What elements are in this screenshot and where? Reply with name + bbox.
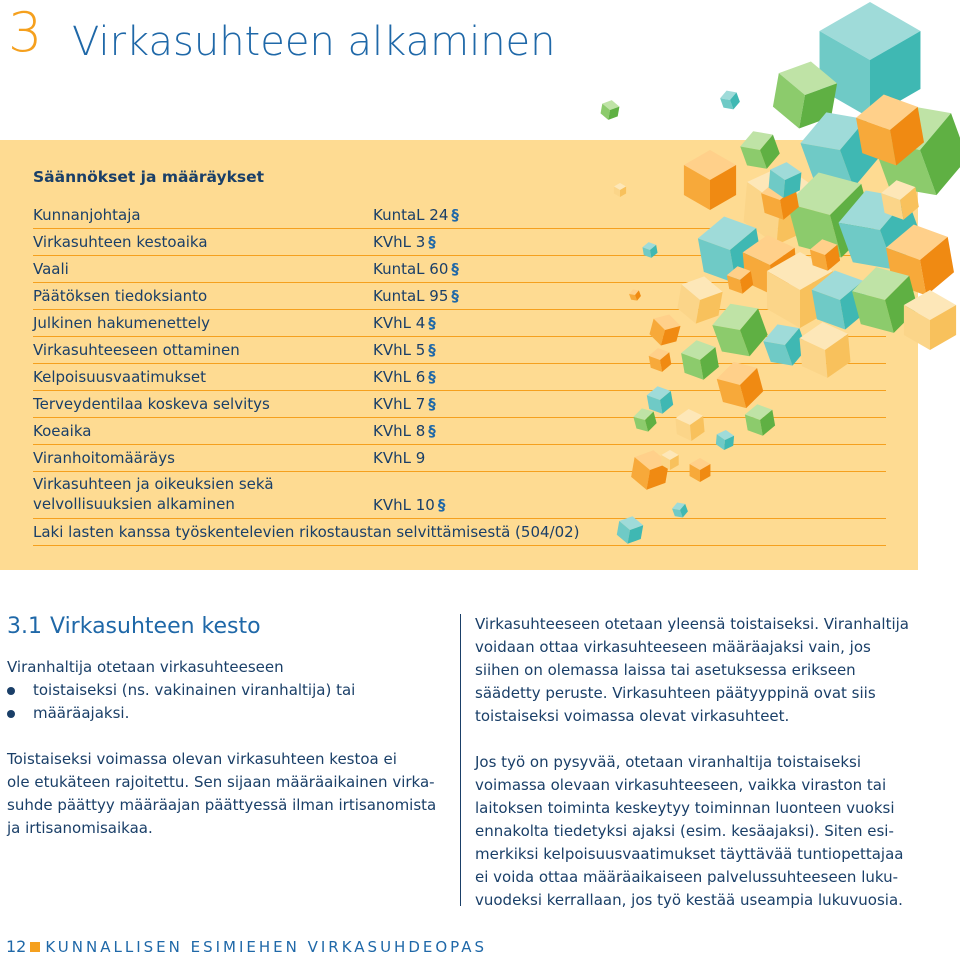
section-sign-icon: § <box>451 260 459 278</box>
section-sign-icon: § <box>428 341 436 359</box>
rule-ref: KVhL 7 § <box>373 395 436 413</box>
cube-icon <box>642 241 658 259</box>
cube-icon <box>648 346 673 373</box>
rule-label: Vaali <box>33 260 69 278</box>
rule-ref: KVhL 4 § <box>373 314 436 332</box>
paragraph-line: ennakolta tiedetyksi ajaksi (esim. kesäajaksi). Siten esi- <box>475 822 894 840</box>
rule-ref: KVhL 3 § <box>373 233 436 251</box>
cube-icon <box>600 99 621 122</box>
cube-icon <box>744 402 777 438</box>
cube-icon <box>679 337 720 382</box>
right-column <box>475 613 925 912</box>
rule-ref: KVhL 8 § <box>373 422 436 440</box>
paragraph-line: siihen on olemassa laissa tai asetuksessa erikseen <box>475 661 856 679</box>
list-item: toistaiseksi (ns. vakinainen viranhaltija) tai <box>7 679 447 702</box>
paragraph-line: merkiksi kelpoisuusvaatimukset täyttävää tuntiopettajaa <box>475 845 904 863</box>
section-heading: 3.1 Virkasuhteen kesto <box>7 614 261 639</box>
paragraph-line: laitoksen toiminta keskeytyy toiminnan luonteen vuoksi <box>475 799 895 817</box>
chapter-number: 3 <box>8 1 43 64</box>
section-sign-icon: § <box>428 368 436 386</box>
rule-ref: KVhL 9 <box>373 449 426 467</box>
section-sign-icon: § <box>437 496 446 514</box>
rule-label: Virkasuhteen kestoaika <box>33 233 208 251</box>
cube-icon <box>675 408 706 442</box>
intro-text: Viranhaltija otetaan virkasuhteeseen <box>7 658 284 676</box>
cube-icon <box>715 429 734 450</box>
paragraph-line: Jos työ on pysyvää, otetaan viranhaltija toistaiseksi <box>475 753 862 771</box>
page-title: Virkasuhteen alkaminen <box>72 19 556 65</box>
cube-icon <box>675 273 724 328</box>
publication-name: KUNNALLISEN ESIMIEHEN VIRKASUHDEOPAS <box>45 938 488 956</box>
cube-icon <box>616 514 645 546</box>
cube-cluster-illustration <box>590 0 960 560</box>
rule-label: Julkinen hakumenettely <box>33 314 211 332</box>
page-number: 12 <box>6 937 27 956</box>
rule-ref: KuntaL 95 § <box>373 287 459 305</box>
rule-label: Terveydentilaa koskeva selvitys <box>33 395 270 413</box>
cube-icon <box>690 458 711 482</box>
cube-icon <box>614 183 626 197</box>
section-sign-icon: § <box>428 395 436 413</box>
cube-icon <box>628 288 642 303</box>
rule-ref: KuntaL 24 § <box>373 206 459 224</box>
rule-label: Laki lasten kanssa työskentelevien rikostaustan selvittämisestä (504/02) <box>33 523 580 541</box>
left-column <box>7 656 447 840</box>
cube-icon <box>647 311 682 349</box>
rule-label: Virkasuhteeseen ottaminen <box>33 341 240 359</box>
section-sign-icon: § <box>428 314 436 332</box>
cube-icon <box>820 2 921 118</box>
rule-label: Virkasuhteen ja oikeuksien sekä velvollisuuksien alkaminen <box>33 475 274 513</box>
rule-label: Kunnanjohtaja <box>33 206 141 224</box>
page-footer <box>6 937 487 956</box>
cube-icon <box>684 150 736 210</box>
rule-label: Viranhoitomääräys <box>33 449 175 467</box>
paragraph-line: voidaan ottaa virkasuhteeseen määräajaksi vain, jos <box>475 638 871 656</box>
rule-ref: KVhL 6 § <box>373 368 436 386</box>
rule-label: Koeaika <box>33 422 92 440</box>
column-divider <box>460 614 461 906</box>
rules-box-heading: Säännökset ja määräykset <box>33 168 265 186</box>
square-bullet-icon <box>30 942 40 952</box>
paragraph-line: ole etukäteen rajoitettu. Sen sijaan määräaikainen virka- <box>7 773 435 791</box>
section-sign-icon: § <box>451 287 459 305</box>
rule-label: Kelpoisuusvaatimukset <box>33 368 207 386</box>
rule-ref: KVhL 5 § <box>373 341 436 359</box>
paragraph-line: suhde päättyy määräajan päättyessä ilman irtisanomista <box>7 796 437 814</box>
paragraph-line: ei voida ottaa määräaikaiseen palvelussuhteeseen luku- <box>475 868 899 886</box>
section-sign-icon: § <box>451 206 459 224</box>
list-item: määräajaksi. <box>7 702 447 725</box>
paragraph-line: Toistaiseksi voimassa olevan virkasuhteen kestoa ei <box>7 750 397 768</box>
paragraph-line: toistaiseksi voimassa olevat virkasuhteet. <box>475 707 790 725</box>
section-sign-icon: § <box>428 422 436 440</box>
cube-icon <box>718 88 741 113</box>
paragraph-line: säädetty peruste. Virkasuhteen päätyyppinä ovat siis <box>475 684 876 702</box>
rule-label: Päätöksen tiedoksianto <box>33 287 208 305</box>
paragraph-line: vuodeksi kerrallaan, jos työ kestää useampia lukuvuosia. <box>475 891 903 909</box>
paragraph-line: ja irtisanomisaikaa. <box>7 819 153 837</box>
rule-ref: KuntaL 60 § <box>373 260 459 278</box>
cube-icon <box>671 500 690 520</box>
paragraph-line: voimassa olevaan virkasuhteeseen, vaikka viraston tai <box>475 776 887 794</box>
section-sign-icon: § <box>428 233 436 251</box>
paragraph-line: Virkasuhteeseen otetaan yleensä toistaiseksi. Viranhaltija <box>475 615 909 633</box>
rule-ref: KVhL 10 § <box>373 496 446 514</box>
